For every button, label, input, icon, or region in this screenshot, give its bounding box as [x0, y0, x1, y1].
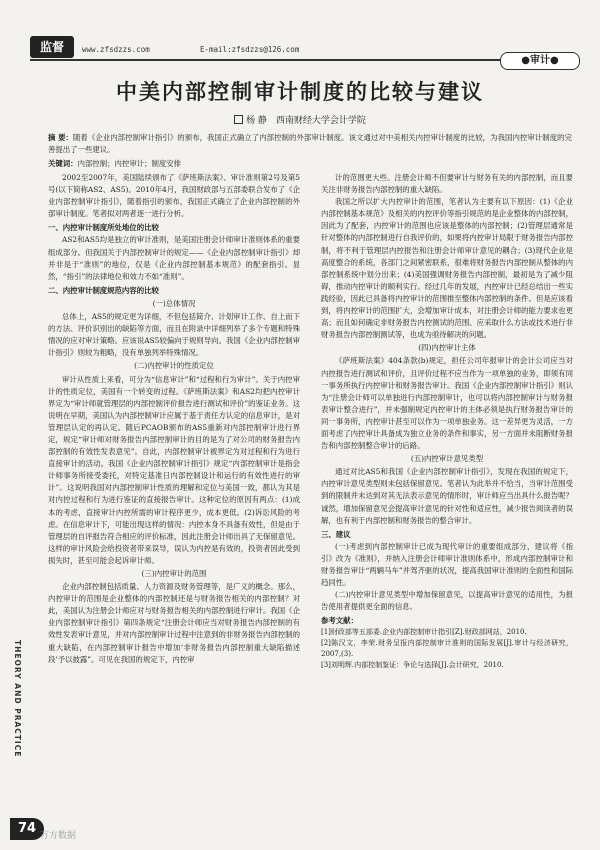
- section-heading: 参考文献：: [321, 616, 358, 626]
- watermark: 万方数据: [40, 831, 77, 841]
- byline-text: 杨 静 西南财经大学会计学院: [246, 116, 366, 126]
- paragraph: (二)内控审计意见类型中增加保留意见，以提高审计意见的适用性，为报告使用者提供更全面的信息。: [321, 590, 573, 612]
- body-column-left: [48, 172, 300, 666]
- square-icon: [234, 115, 243, 124]
- keywords-label: 关键词：: [48, 159, 78, 168]
- section-heading: 二、内控审计制度规范内容的比较: [48, 285, 159, 295]
- abstract-label: 摘 要：: [48, 133, 73, 142]
- reference-item: [2]陈汉文，李荣.财务呈报内部控制审计准则的国际发展[J].审计与经济研究，2007,(3).: [321, 639, 573, 659]
- abstract: [48, 132, 572, 156]
- keywords: [48, 158, 572, 170]
- header-rule: [30, 59, 500, 61]
- body-column-right: [321, 172, 573, 671]
- subsection-heading: (一)总体情况: [152, 298, 196, 308]
- page-number: 74: [10, 818, 44, 840]
- journal-logo: 监督: [30, 36, 74, 58]
- section-heading: 三、建议: [321, 529, 351, 539]
- section-tag: ●审计●: [500, 52, 580, 70]
- byline: [0, 113, 600, 126]
- section-heading: 一、内控审计制度所处地位的比较: [48, 223, 159, 233]
- reference-item: [1]财政部等五部委.企业内部控制审计指引[Z].财政部网站，2010.: [321, 628, 527, 637]
- article-title: 中美内部控制审计制度的比较与建议: [116, 80, 484, 104]
- side-masthead: THEORY AND PRACTICE: [13, 640, 22, 758]
- paragraph: 企业内部控制包括质量、人力资源及财务管理等，是广义的概念。那么，内控审计的范围是企业整体的内部控制还是与财务报告相关的内部控制？对此，美国认为注册会计师应对与财务报告相关的内部控制进行审计。我国《企业内部控制审计指引》第四条规定“注册会计师应当对财务报告内部控制的有效性发表审计意见，并对内部控制审计过程中注意到的非财务报告内部控制的重大缺陷，在内部控制审计报告中增加‘非财务报告内部控制重大缺陷描述段’予以披露”。可见在我国的规定下，内控审: [48, 582, 300, 664]
- paragraph: 总体上，AS5的规定更为详细，不但包括简介、计划审计工作、自上而下的方法、评价识别出的缺陷等方面，而且在附录中详细列举了多个专题和特殊情况的应对审计策略。应该说AS5较偏向于规则导向。我国《企业内部控制审计指引》则较为粗略，没有单独列举特殊情况。: [48, 312, 300, 358]
- subsection-heading: (四)内控审计主体: [418, 343, 476, 353]
- subsection-heading: (五)内控审计意见类型: [410, 454, 484, 464]
- paragraph: 2002至2007年，美国陆续颁布了《萨班斯法案》、审计准则第2号及第5号(以下简称AS2、AS5)。2010年4月，我国财政部与五部委联合发布了《企业内部控制审计指引》，随着指引的颁布，我国正式确立了企业内部控制的外部审计制度。笔者拟对两者逐一进行分析。: [48, 173, 300, 219]
- paragraph: 审计从性质上来看，可分为“信息审计”和“过程和行为审计”。关于内控审计的性质定位，美国有一个转变的过程。《萨班斯法案》和AS2均把内控审计界定为“审计师就管理层的内部控制评价报告进行测试和评价”的鉴证业务。这说明在早期，美国认为内部控制审计应属于基于责任方认定的信息审计，是对管理层认定的再认定。随后PCAOB颁布的AS5重新对内部控制审计进行界定，规定“审计师对财务报告内部控制审计的目的是为了对公司的财务报告内部控制的有效性发表意见”。自此，内部控制审计被界定为对过程和行为进行直接审计的活动。我国《企业内部控制审计指引》规定“内部控制审计是指会计师事务所接受委托，对特定基准日内部控制设计和运行的有效性进行的审计”。这说明我国对内部控制审计性质的理解和定位与美国一致，都认为其是对内控过程和行为进行鉴证的直接报告审计。这种定位的原因有两点：(1)成本的考虑，直接审计内控所需的审计程序更少，成本更低。(2)诉讼风险的考虑。在信息审计下，可能出现这样的情况：内控本身不具备有效性，但是由于管理层的自评报告符合相应的评价标准，因此注册会计师出具了无保留意见。这样的审计风险会给投资者带来误导，误认为内控是有效的，投资者因此受到损失时，甚至可能会起诉审计师。: [48, 374, 300, 565]
- paragraph: 计的范围更大些。注册会计师不但要审计与财务有关的内部控制，而且要关注非财务报告内部控制的重大缺陷。: [321, 173, 573, 195]
- reference-item: [3]刘明辉.内部控制鉴证：争论与选择[J].会计研究，2010.: [321, 661, 504, 670]
- header-email[interactable]: E-mail:zfsdzzs@126.com: [200, 45, 300, 54]
- paragraph: 我国之所以扩大内控审计的范围，笔者认为主要有以下原因：(1)《企业内部控制基本规范》及相关的内控评价等指引规范的是企业整体的内部控制，因此为了配套，内控审计的范围也应该是整体的内部控制；(2)管理层通常是针对整体的内部控制进行自我评价的，如果将内控审计局限于财务报告内部控制，将不利于管理层内控报告和注册会计师审计意见的耦合；(3)现代企业是高度整合的系统，各部门之间紧密联系，很难将财务报告内部控制从整体的内部控制系统中划分出来；(4)美国强调财务报告内部控制，最初是为了减少阻碍，推动内控审计的顺利实行。经过几年的发展，内控审计已经总结出一些实践经验，因此已具备将内控审计的范围推至整体内部控制的条件。但是应该看到，将内控审计的范围扩大，会增加审计成本，对注册会计师的能力要求也更高；而且如何确定非财务报告内控测试的范围、应采取什么方法或技术进行非财务报告内部控制测试等，也成为亟待解决的问题。: [321, 197, 573, 340]
- paragraph: AS2和AS5均是独立的审计准则，是美国注册会计师审计准则体系的重要组成部分。但我国关于内部控制审计的规定——《企业内部控制审计指引》却并非是于“准则”的地位，仅是《企业内部控制基本规范》的配套指引。显然，“指引”的法律地位和效力不如“准则”。: [48, 235, 300, 281]
- keywords-text: 内部控制；内控审计；制度安排: [77, 159, 182, 168]
- header-url[interactable]: www.zfsdzzs.com: [82, 45, 150, 54]
- paragraph: 通过对比AS5和我国《企业内部控制审计指引》，发现在我国的规定下，内控审计意见类型则未包括保留意见。笔者认为此举并不恰当，当审计范围受到的限制并未达到对其无法表示意见的情形时，审计师应当出具什么报告呢？诚然，增加保留意见会提高审计意见的针对性和适应性，减少报告阅读者的误解，也有利于内部控制和财务报告的整合审计。: [321, 467, 573, 525]
- abstract-text: 随着《企业内部控制审计指引》的颁布，我国正式确立了内部控制的外部审计制度。该文通过对中美相关内控审计制度的比较，为我国内控审计制度的完善提出了一些建议。: [48, 133, 572, 154]
- paragraph: (一)考虑到内部控制审计已成为现代审计的重要组成部分，建议将《指引》改为《准则》，并纳入注册会计师审计准则体系中，形成内部控制审计和财务报告审计“两辆马车”并驾齐驱的状况，提高我国审计准则的全面性和国际趋同性。: [321, 541, 573, 588]
- subsection-heading: (二)内控审计的性质定位: [134, 361, 214, 371]
- paragraph: 《萨班斯法案》404条款(b)规定，担任公司年报审计的会计公司应当对内控报告进行测试和评价，且评价过程不应当作为一项单独的业务，即须有同一事务所执行内控审计和财务报告审计。我国《企业内部控制审计指引》则认为“注册会计师可以单独进行内部控制审计，也可以将内部控制审计与财务报表审计整合进行”，并未强制规定内控审计的主体必须是执行财务报告审计的同一事务所，内控审计甚至可以作为一项单独业务。这一差异更为灵活，一方面考虑了内控审计具备成为独立业务的条件和事实，另一方面并未阻断财务报告和内部控制整合审计的后路。: [321, 356, 573, 451]
- subsection-heading: (三)内控审计的范围: [141, 569, 207, 578]
